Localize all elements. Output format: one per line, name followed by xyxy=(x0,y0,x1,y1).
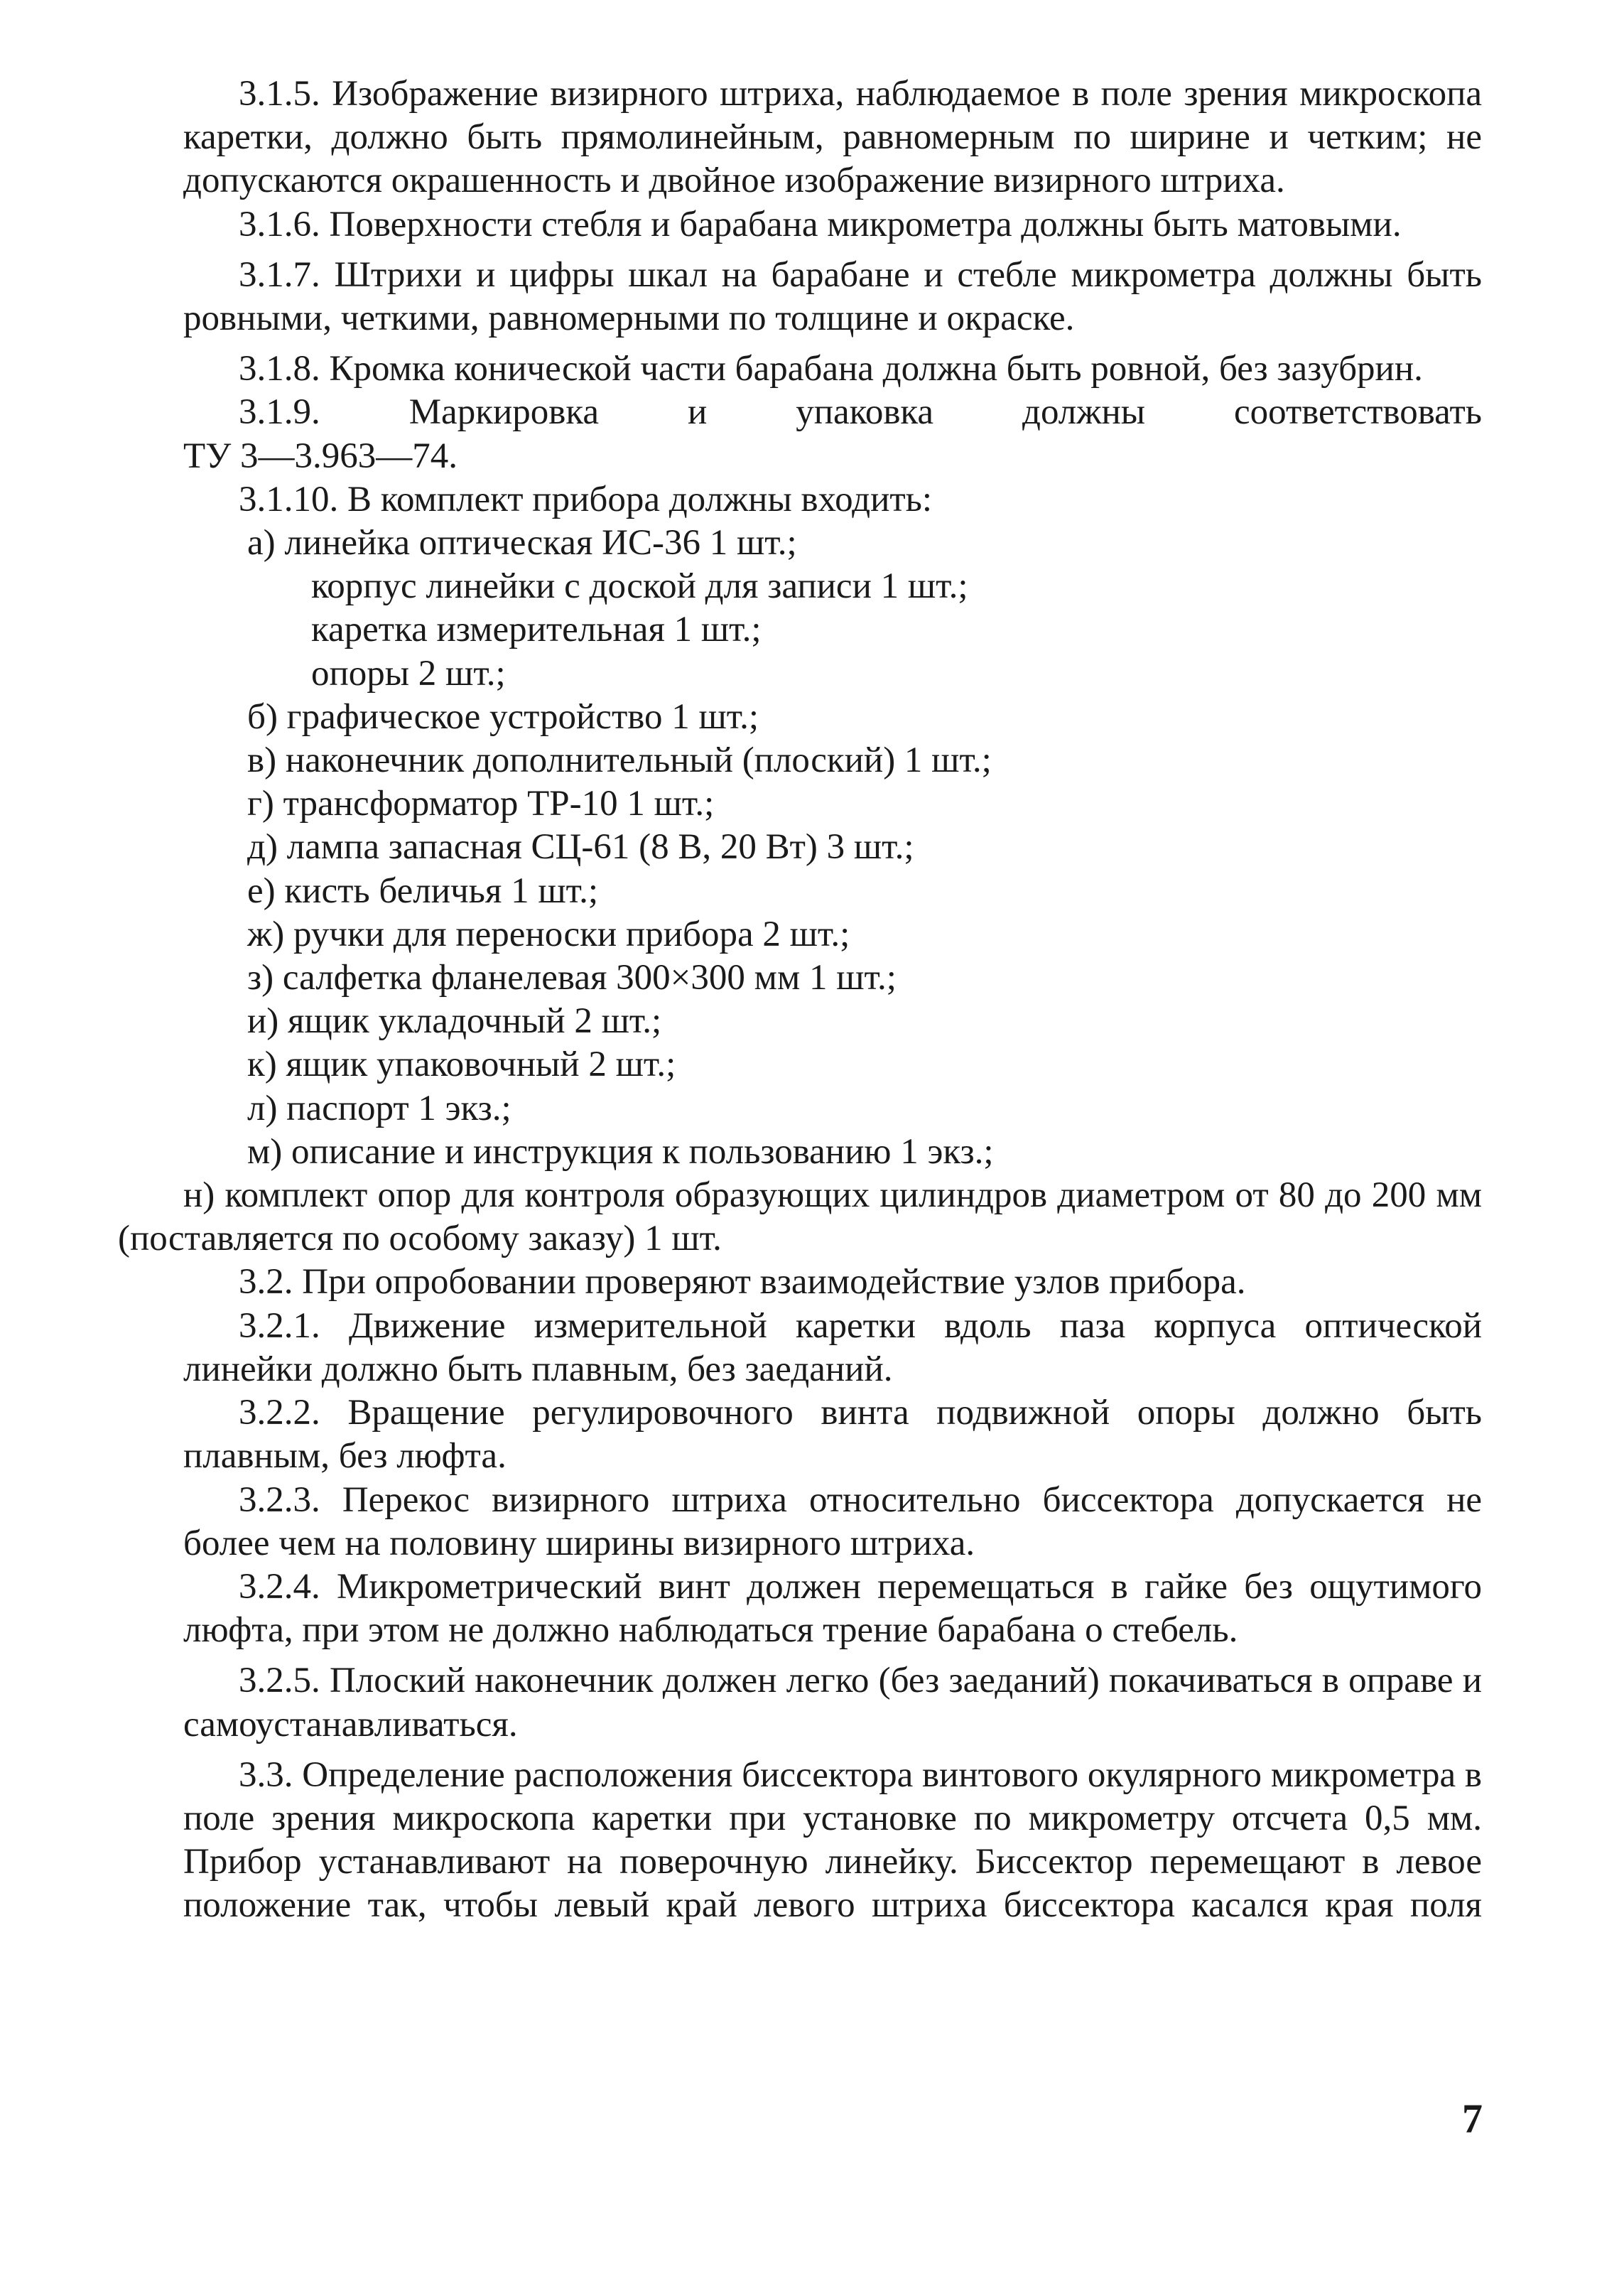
list-item-a: а) линейка оптическая ИС-36 1 шт.; xyxy=(247,523,797,563)
paragraph-3-3: 3.3. Определение расположения биссектора винтового окулярного микрометра в поле зрения микроскопа каретки при установке по микрометру отсчета 0,5 мм. Прибор устанавливают на поверочную линейку. Биссектор перемещают в левое положение так, чтобы левый край левого штриха биссектора касался края поля xyxy=(183,1754,1482,1926)
list-item-e: е) кисть беличья 1 шт.; xyxy=(247,870,599,911)
list-item-n: н) комплект опор для контроля образующих цилиндров диаметром от 80 до 200 мм (поставляется по особому заказу) 1 шт. xyxy=(118,1175,1482,1259)
list-item-k: к) ящик упаковочный 2 шт.; xyxy=(247,1045,676,1085)
paragraph-3-2-4: 3.2.4. Микрометрический винт должен перемещаться в гайке без ощутимого люфта, при этом не должно наблюдаться трение барабана о стебель. xyxy=(183,1566,1482,1651)
paragraph-3-1-9: 3.1.9. Маркировка и упаковка должны соответствовать xyxy=(239,392,1482,433)
paragraph-3-2-5: 3.2.5. Плоский наконечник должен легко (без заеданий) покачиваться в оправе и самоустанавливаться. xyxy=(183,1661,1482,1745)
paragraph-3-1-6: 3.1.6. Поверхности стебля и барабана микрометра должны быть матовыми. xyxy=(239,204,1402,244)
paragraph-3-1-5: 3.1.5. Изображение визирного штриха, наблюдаемое в поле зрения микроскопа каретки, должно быть прямолинейным, равномерным по ширине и четким; не допускаются окрашенность и двойное изображение визирного штриха. xyxy=(183,74,1482,201)
paragraph-3-1-9-cont: ТУ 3—3.963—74. xyxy=(183,436,458,476)
list-item-b: б) графическое устройство 1 шт.; xyxy=(247,696,759,737)
paragraph-3-1-10: 3.1.10. В комплект прибора должны входить: xyxy=(239,479,933,519)
list-item-l: л) паспорт 1 экз.; xyxy=(247,1088,511,1128)
paragraph-3-2: 3.2. При опробовании проверяют взаимодействие узлов прибора. xyxy=(239,1262,1246,1303)
list-item-d: д) лампа запасная СЦ-61 (8 В, 20 Вт) 3 шт.; xyxy=(247,827,914,868)
paragraph-3-2-3: 3.2.3. Перекос визирного штриха относительно биссектора допускается не более чем на половину ширины визирного штриха. xyxy=(183,1479,1482,1563)
list-item-v: в) наконечник дополнительный (плоский) 1 шт.; xyxy=(247,740,992,781)
page-number: 7 xyxy=(1462,2096,1483,2142)
list-item-a-4: опоры 2 шт.; xyxy=(311,653,506,694)
list-item-i: и) ящик укладочный 2 шт.; xyxy=(247,1001,662,1042)
paragraph-3-1-7: 3.1.7. Штрихи и цифры шкал на барабане и стебле микрометра должны быть ровными, четкими, равномерными по толщине и окраске. xyxy=(183,254,1482,339)
list-item-a-2: корпус линейки с доской для записи 1 шт.; xyxy=(311,566,968,607)
list-item-a-3: каретка измерительная 1 шт.; xyxy=(311,610,762,650)
paragraph-3-1-8: 3.1.8. Кромка конической части барабана должна быть ровной, без зазубрин. xyxy=(239,349,1423,389)
list-item-zh: ж) ручки для переноски прибора 2 шт.; xyxy=(247,914,850,954)
document-body xyxy=(118,72,1482,1928)
list-item-z: з) салфетка фланелевая 300×300 мм 1 шт.; xyxy=(247,958,897,998)
list-item-g: г) трансформатор ТР-10 1 шт.; xyxy=(247,784,715,824)
paragraph-3-2-1: 3.2.1. Движение измерительной каретки вдоль паза корпуса оптической линейки должно быть плавным, без заеданий. xyxy=(183,1305,1482,1389)
list-item-m: м) описание и инструкция к пользованию 1 экз.; xyxy=(247,1131,994,1172)
paragraph-3-2-2: 3.2.2. Вращение регулировочного винта подвижной опоры должно быть плавным, без люфта. xyxy=(183,1393,1482,1477)
